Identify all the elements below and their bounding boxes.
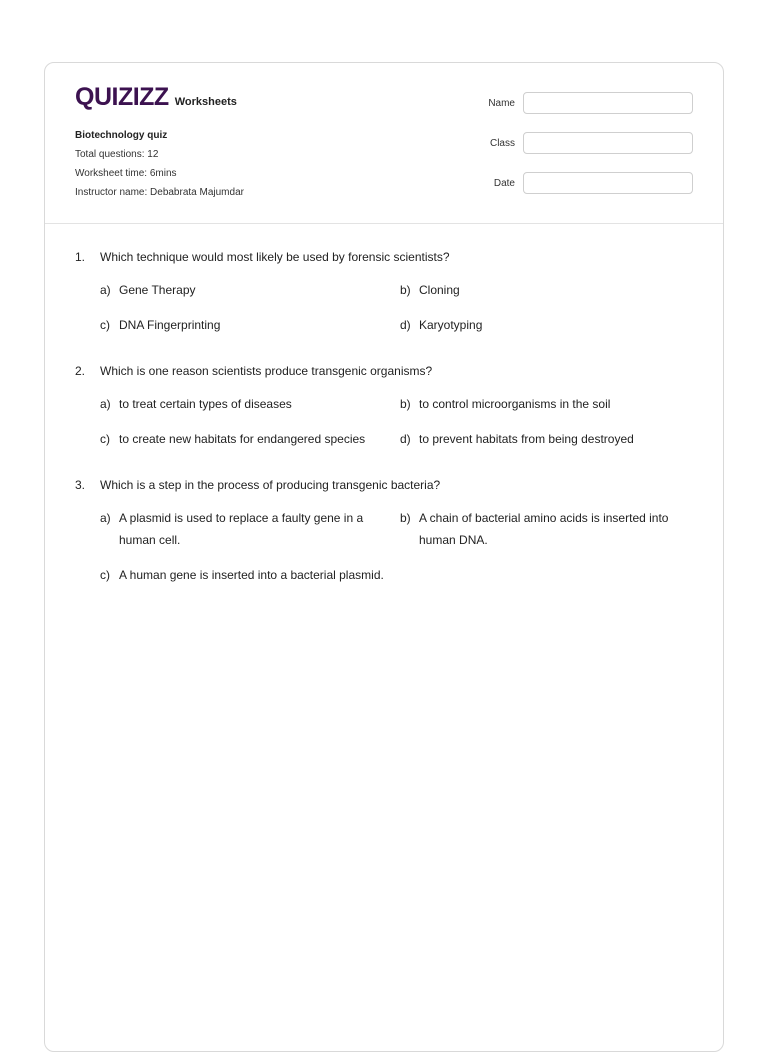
question-3 — [75, 476, 695, 586]
option-b[interactable] — [400, 393, 700, 415]
option-text: Karyotyping — [419, 318, 483, 332]
question-list — [75, 248, 695, 612]
option-letter: c) — [100, 432, 110, 446]
option-letter: b) — [400, 511, 411, 525]
option-grid — [100, 393, 695, 450]
class-label: Class — [489, 137, 515, 149]
option-text: A chain of bacterial amino acids is inserted into human DNA. — [419, 511, 669, 547]
logo-wordmark: QUIZIZZ — [75, 83, 169, 111]
option-letter: d) — [400, 432, 411, 446]
date-label: Date — [493, 177, 515, 189]
question-text: Which is one reason scientists produce transgenic organisms? — [100, 364, 433, 378]
option-letter: b) — [400, 397, 411, 411]
question-number: 2. — [75, 364, 86, 378]
option-letter: b) — [400, 283, 411, 297]
name-field[interactable] — [523, 92, 693, 114]
option-b[interactable] — [400, 279, 700, 301]
worksheet-time: Worksheet time: 6mins — [75, 168, 177, 179]
student-fields — [488, 91, 693, 211]
option-letter: d) — [400, 318, 411, 332]
question-2-prompt — [75, 362, 695, 380]
class-field[interactable] — [523, 132, 693, 154]
date-field[interactable] — [523, 172, 693, 194]
worksheet-title: Biotechnology quiz — [75, 130, 168, 141]
quizizz-logo — [75, 83, 237, 112]
question-1-prompt — [75, 248, 695, 266]
option-c[interactable] — [100, 564, 400, 586]
option-letter: a) — [100, 397, 111, 411]
total-questions: Total questions: 12 — [75, 149, 159, 160]
question-3-prompt — [75, 476, 695, 494]
option-text: to control microorganisms in the soil — [419, 397, 611, 411]
option-letter: a) — [100, 283, 111, 297]
option-text: to treat certain types of diseases — [119, 397, 292, 411]
option-a[interactable] — [100, 279, 400, 301]
date-row — [488, 171, 693, 195]
option-letter: c) — [100, 318, 110, 332]
option-grid — [100, 279, 695, 336]
option-c[interactable] — [100, 428, 400, 450]
name-label: Name — [488, 97, 515, 109]
question-text: Which technique would most likely be used by forensic scientists? — [100, 250, 450, 264]
option-letter: c) — [100, 568, 110, 582]
worksheet-page — [44, 62, 724, 1052]
option-text: to create new habitats for endangered species — [119, 432, 366, 446]
worksheet-header — [45, 63, 723, 224]
option-grid — [100, 507, 695, 586]
question-number: 3. — [75, 478, 86, 492]
option-text: to prevent habitats from being destroyed — [419, 432, 634, 446]
name-row — [488, 91, 693, 115]
logo-product-label: Worksheets — [174, 96, 237, 108]
question-1 — [75, 248, 695, 336]
option-text: Gene Therapy — [119, 283, 196, 297]
option-b[interactable] — [400, 507, 700, 551]
question-text: Which is a step in the process of producing transgenic bacteria? — [100, 478, 441, 492]
option-text: Cloning — [419, 283, 460, 297]
question-number: 1. — [75, 250, 86, 264]
option-text: A human gene is inserted into a bacterial plasmid. — [119, 568, 384, 582]
worksheet-meta — [75, 126, 244, 202]
class-row — [488, 131, 693, 155]
option-a[interactable] — [100, 507, 400, 551]
option-text: A plasmid is used to replace a faulty gene in a human cell. — [119, 511, 364, 547]
option-letter: a) — [100, 511, 111, 525]
option-c[interactable] — [100, 314, 400, 336]
option-text: DNA Fingerprinting — [119, 318, 221, 332]
option-a[interactable] — [100, 393, 400, 415]
instructor-name: Instructor name: Debabrata Majumdar — [75, 187, 244, 198]
option-d[interactable] — [400, 428, 700, 450]
question-2 — [75, 362, 695, 450]
option-d[interactable] — [400, 314, 700, 336]
